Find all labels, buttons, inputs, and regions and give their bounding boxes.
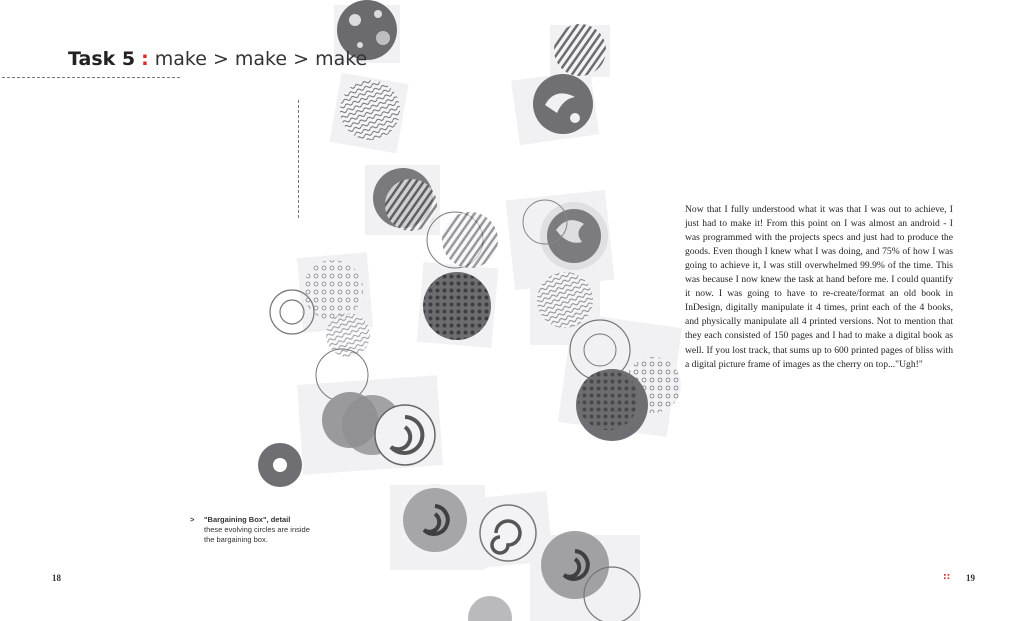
dashed-rule-vertical — [298, 100, 299, 218]
caption-title: "Bargaining Box", detail — [204, 515, 291, 524]
body-paragraph: Now that I fully understood what it was that I was out to achieve, I just had to make it! From this point on I was almost an android - I was programmed with the projects specs and just had to produce the goods. Even though I knew what I was doing, and 75% of how I was going to achieve it, I was still overwhelmed 99.9% of the time. This was because I now knew the task at hand before me. I could quantify it now. I was going to have to re-create/format an old book in InDesign, digitally manipulate it 4 times, print each of the 4 books, and physically manipulate all 4 printed versions. Not to mention that they each consisted of 150 pages and I had to make a digital book as well. If you lost track, that sums up to 600 printed pages of bliss with a digital picture frame of images as the cherry on top..."Ugh!" — [685, 203, 953, 370]
page-marker: :: — [943, 572, 951, 582]
title-separator: : — [141, 48, 149, 70]
page-number-left: 18 — [52, 573, 61, 583]
page-title — [68, 48, 367, 70]
caption-text: these evolving circles are inside the bargaining box. — [204, 525, 310, 544]
caption-marker: > — [190, 515, 195, 524]
task-label: Task 5 — [68, 48, 136, 70]
image-caption — [190, 515, 315, 545]
page-number-right: 19 — [966, 573, 975, 583]
task-subtitle: make > make > make — [154, 48, 368, 70]
dashed-rule-horizontal — [2, 77, 180, 78]
